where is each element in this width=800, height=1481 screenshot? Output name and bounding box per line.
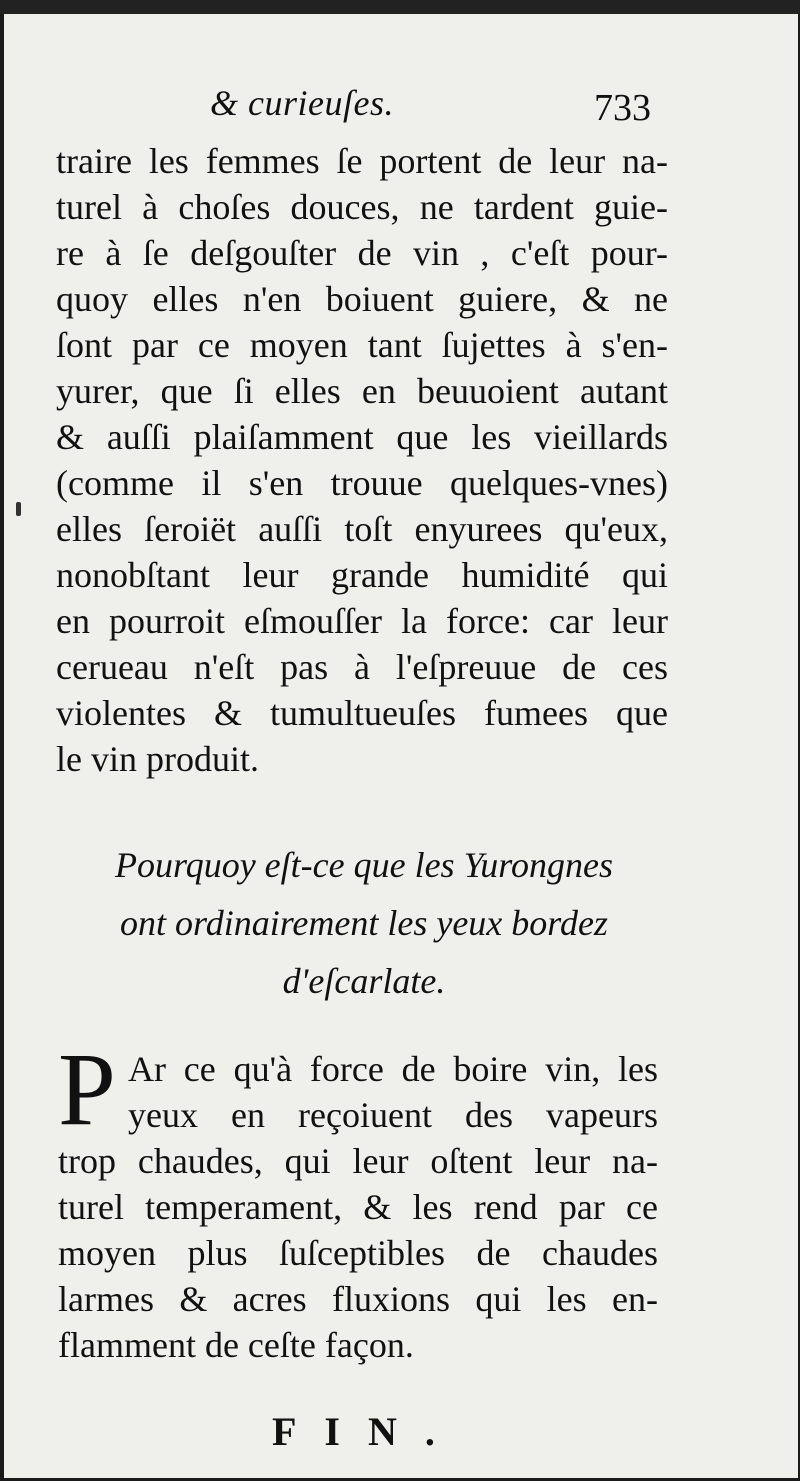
heading-line: d'eſcarlate. <box>282 961 446 1001</box>
text-line: & auſſi plaiſamment que les vieillards <box>56 417 668 457</box>
text-line: turel temperament, & les rend par ce <box>58 1187 658 1227</box>
text-line: yeux en reçoiuent des vapeurs <box>128 1095 658 1135</box>
page-header <box>4 76 798 136</box>
text-line: trop chaudes, qui leur oſtent leur na- <box>58 1141 658 1181</box>
text-line: nonobſtant leur grande humidité qui <box>56 555 668 595</box>
text-line: Ar ce qu'à force de boire vin, les <box>128 1049 658 1089</box>
section-heading <box>44 836 684 1010</box>
running-head: & curieuſes. <box>210 83 394 123</box>
text-line: elles ſeroiët auſſi toſt enyurees qu'eux, <box>56 509 668 549</box>
text-line: en pourroit eſmouſſer la force: car leur <box>56 601 668 641</box>
heading-line: Pourquoy eſt-ce que les Yurongnes <box>115 845 613 885</box>
book-page <box>4 14 798 1478</box>
text-line: cerueau n'eſt pas à l'eſpreuue de ces <box>56 647 668 687</box>
text-line: violentes & tumultueuſes fumees que <box>56 693 668 733</box>
text-line: (comme il s'en trouue quelques-vnes) <box>56 463 668 503</box>
text-line: flamment de ceſte façon. <box>58 1325 414 1365</box>
text-line: yurer, que ſi elles en beuuoient autant <box>56 371 668 411</box>
text-line: larmes & acres fluxions qui les en- <box>58 1279 658 1319</box>
paragraph-1 <box>56 138 668 782</box>
text-line: turel à choſes douces, ne tardent guie- <box>56 187 668 227</box>
text-line: moyen plus ſuſceptibles de chaudes <box>58 1233 658 1273</box>
text-line: le vin produit. <box>56 739 259 779</box>
text-line: traire les femmes ſe portent de leur na- <box>56 141 668 181</box>
text-line: ſont par ce moyen tant ſujettes à s'en- <box>56 325 668 365</box>
fin-mark: FIN. <box>272 1409 463 1454</box>
text-line: re à ſe deſgouſter de vin , c'eſt pour- <box>56 233 668 273</box>
paragraph-2 <box>58 1032 658 1368</box>
scan-top-edge <box>0 0 800 14</box>
text-line: quoy elles n'en boiuent guiere, & ne <box>56 279 668 319</box>
margin-ink-mark <box>16 502 21 516</box>
drop-cap: P <box>58 1032 116 1147</box>
page-number: 733 <box>594 87 651 129</box>
heading-line: ont ordinairement les yeux bordez <box>120 903 608 943</box>
